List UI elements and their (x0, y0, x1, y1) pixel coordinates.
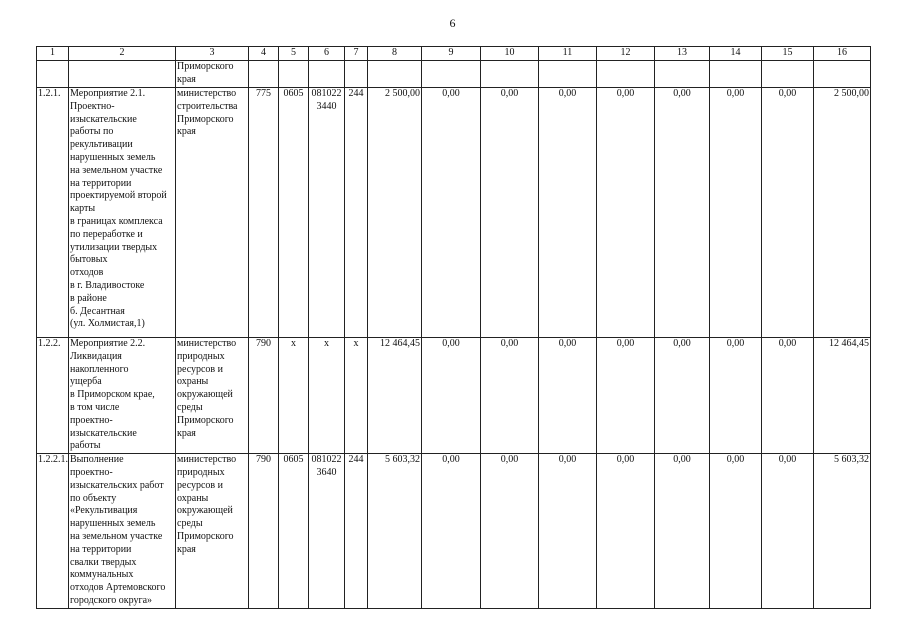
row-col5: 0605 (279, 454, 309, 609)
row-code: 1.2.2. (37, 338, 69, 454)
header-cell-4: 4 (249, 47, 279, 61)
row-executor: министерство природных ресурсов и охраны окружающей среды Приморского края (176, 454, 249, 609)
row-col6: 081022 3640 (309, 454, 345, 609)
table-row (37, 338, 871, 454)
row-code: 1.2.1. (37, 88, 69, 338)
row-name: Мероприятие 2.1. Проектно- изыскательские работы по рекультивации нарушенных земель на земельном участке на территории проектируемой второй карты в границах комплекса по переработке и утилизации твердых бытовых отходов в г. Владивостоке в районе б. Десантная (ул. Холмистая,1) (69, 88, 176, 338)
row-col10: 0,00 (481, 338, 539, 454)
row-col8: 12 464,45 (368, 338, 422, 454)
row-col9: 0,00 (422, 454, 481, 609)
header-cell-2: 2 (69, 47, 176, 61)
row-col14: 0,00 (710, 88, 762, 338)
empty-cell (69, 61, 176, 88)
table-row (37, 454, 871, 609)
header-cell-10: 10 (481, 47, 539, 61)
empty-cell (814, 61, 871, 88)
header-cell-8: 8 (368, 47, 422, 61)
row-col13: 0,00 (655, 454, 710, 609)
header-cell-3: 3 (176, 47, 249, 61)
empty-cell (762, 61, 814, 88)
row-col12: 0,00 (597, 338, 655, 454)
row-col13: 0,00 (655, 88, 710, 338)
row-col11: 0,00 (539, 338, 597, 454)
row-col16: 2 500,00 (814, 88, 871, 338)
row-col6: 081022 3440 (309, 88, 345, 338)
header-cell-7: 7 (345, 47, 368, 61)
empty-cell (249, 61, 279, 88)
row-col7: 244 (345, 88, 368, 338)
row-col5: 0605 (279, 88, 309, 338)
header-cell-13: 13 (655, 47, 710, 61)
row-col4: 790 (249, 338, 279, 454)
row-name: Выполнение проектно- изыскательских работ по объекту «Рекультивация нарушенных земель на земельном участке на территории свалки твердых коммунальных отходов Артемовского городского округа» (69, 454, 176, 609)
row-code: 1.2.2.1. (37, 454, 69, 609)
row-col14: 0,00 (710, 338, 762, 454)
row-name: Мероприятие 2.2. Ликвидация накопленного ущерба в Приморском крае, в том числе проектно- изыскательские работы (69, 338, 176, 454)
table-row (37, 88, 871, 338)
empty-cell (309, 61, 345, 88)
row-col14: 0,00 (710, 454, 762, 609)
budget-table (36, 46, 871, 609)
header-cell-1: 1 (37, 47, 69, 61)
header-row (37, 47, 871, 61)
row-col7: x (345, 338, 368, 454)
row-col9: 0,00 (422, 338, 481, 454)
header-cell-14: 14 (710, 47, 762, 61)
empty-cell (539, 61, 597, 88)
row-col8: 2 500,00 (368, 88, 422, 338)
empty-cell (655, 61, 710, 88)
row-executor: министерство строительства Приморского края (176, 88, 249, 338)
row-col15: 0,00 (762, 454, 814, 609)
empty-cell (345, 61, 368, 88)
row-col12: 0,00 (597, 88, 655, 338)
row-col4: 790 (249, 454, 279, 609)
row-col16: 5 603,32 (814, 454, 871, 609)
header-cell-5: 5 (279, 47, 309, 61)
continuation-row (37, 61, 871, 88)
row-executor: министерство природных ресурсов и охраны окружающей среды Приморского края (176, 338, 249, 454)
row-col8: 5 603,32 (368, 454, 422, 609)
row-col11: 0,00 (539, 454, 597, 609)
empty-cell (37, 61, 69, 88)
empty-cell (710, 61, 762, 88)
empty-cell (481, 61, 539, 88)
empty-cell (279, 61, 309, 88)
header-cell-16: 16 (814, 47, 871, 61)
row-col4: 775 (249, 88, 279, 338)
row-col13: 0,00 (655, 338, 710, 454)
row-col5: x (279, 338, 309, 454)
row-col10: 0,00 (481, 454, 539, 609)
row-col15: 0,00 (762, 88, 814, 338)
empty-cell (597, 61, 655, 88)
row-col11: 0,00 (539, 88, 597, 338)
header-cell-15: 15 (762, 47, 814, 61)
header-cell-11: 11 (539, 47, 597, 61)
header-cell-12: 12 (597, 47, 655, 61)
header-cell-9: 9 (422, 47, 481, 61)
row-col15: 0,00 (762, 338, 814, 454)
row-col16: 12 464,45 (814, 338, 871, 454)
row-col9: 0,00 (422, 88, 481, 338)
row-col12: 0,00 (597, 454, 655, 609)
empty-cell (368, 61, 422, 88)
row-col7: 244 (345, 454, 368, 609)
page-number: 6 (449, 16, 456, 30)
continued-executor: Приморского края (176, 61, 249, 88)
header-cell-6: 6 (309, 47, 345, 61)
row-col10: 0,00 (481, 88, 539, 338)
row-col6: x (309, 338, 345, 454)
empty-cell (422, 61, 481, 88)
